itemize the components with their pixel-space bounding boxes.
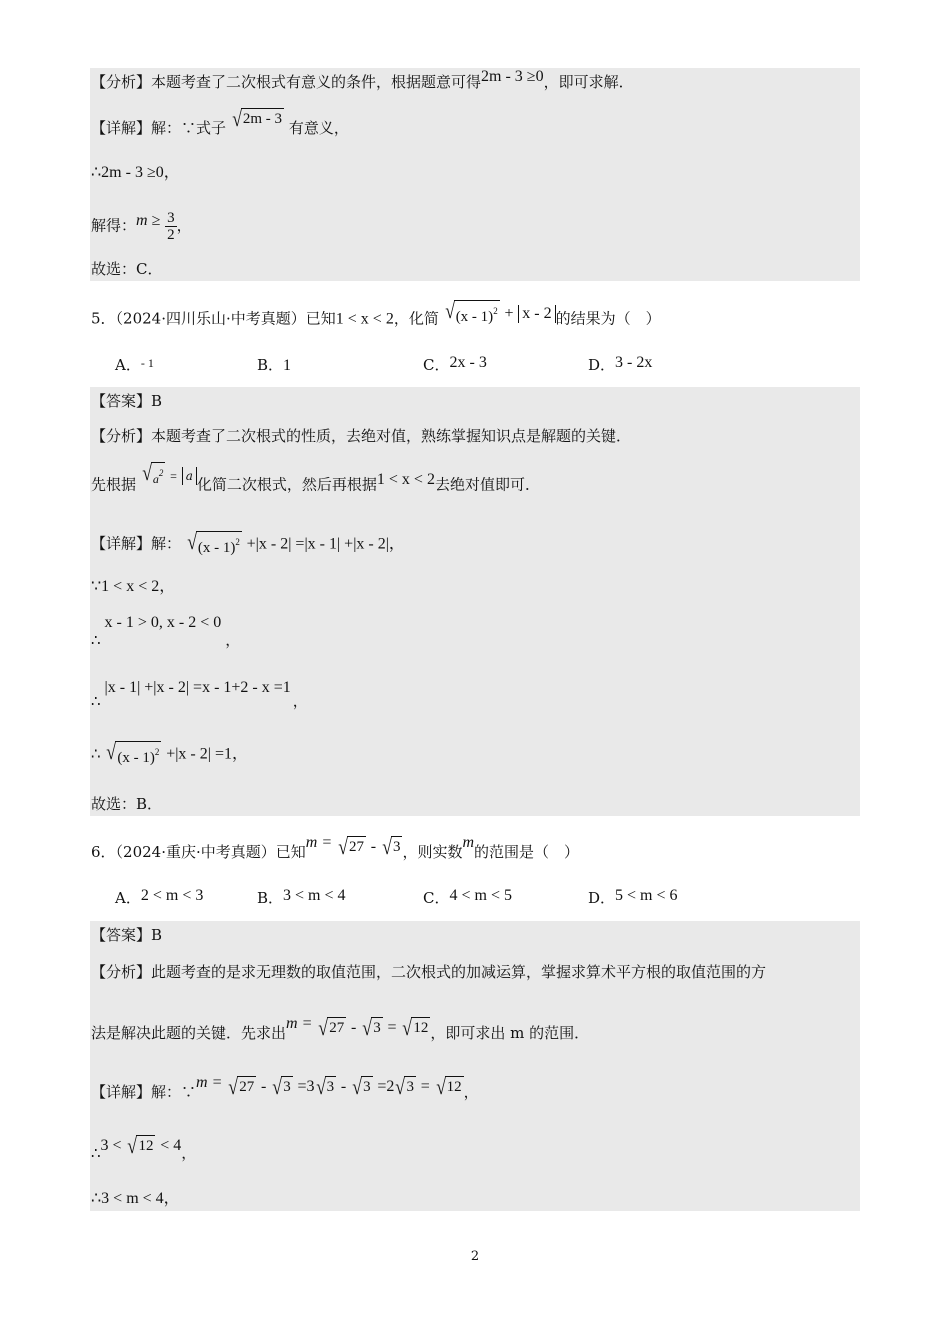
- q6-stem: 6．（2024·重庆·中考真题）已知m = √ 27 - √ 3 ，则实数m的范围是（ ）: [91, 834, 580, 861]
- q5-analysis: 【分析】本题考查了二次根式的性质，去绝对值，熟练掌握知识点是解题的关键．: [91, 427, 632, 445]
- absolute-value: x - 2: [518, 305, 555, 323]
- q5-answer: 【答案】B: [91, 392, 163, 410]
- q6-option-a[interactable]: A．2 < m < 3: [115, 887, 204, 907]
- q4-solution-block: [90, 68, 860, 281]
- sqrt-expression: √ 12: [435, 1074, 462, 1099]
- q6-option-d[interactable]: D．5 < m < 6: [588, 887, 678, 907]
- sqrt-expression: √ 12: [402, 1015, 429, 1040]
- sqrt-expression: √ 12: [127, 1133, 154, 1158]
- sqrt-expression: √ $a^2$: [141, 462, 166, 489]
- sqrt-expression: √ 3: [352, 1074, 371, 1099]
- q5-option-b[interactable]: B．1: [257, 356, 292, 374]
- sqrt-expression: √ 3: [362, 1015, 381, 1040]
- q5-step1: ∵1 < x < 2，: [91, 578, 176, 595]
- q5-detail: 【详解】解： √ (x - 1)$^2$ +|x - 2| =|x - 1| +|x - 2|，: [91, 529, 405, 556]
- q5-step3: ∴|x - 1| +|x - 2| =x - 1+2 - x =1，: [91, 679, 308, 710]
- q5-option-a[interactable]: A．$^{- 1}$: [115, 356, 154, 374]
- sqrt-expression: √ (x - 1)$^2$: [444, 298, 498, 325]
- sqrt-expression: √ (x - 1)$^2$: [187, 529, 240, 556]
- q4-step2: 解得：m ≥ $\frac{3}{2}$ ，: [91, 210, 192, 243]
- q4-detail: 【详解】解：∵式子 √ 2m - 3 有意义，: [91, 106, 349, 137]
- q5-option-d[interactable]: D．3 - 2x: [588, 354, 653, 374]
- q6-analysis-line1: 【分析】此题考查的是求无理数的取值范围，二次根式的加减运算，掌握求算术平方根的取值范围的方: [91, 963, 767, 981]
- sqrt-expression: √ 3: [315, 1074, 335, 1099]
- absolute-value: a: [182, 467, 197, 485]
- fraction: $\frac{3}{2}$: [167, 210, 175, 243]
- q4-analysis: 【分析】本题考查了二次根式有意义的条件，根据题意可得2m - 3 ≥0，即可求解．: [91, 68, 634, 91]
- q6-option-c[interactable]: C．4 < m < 5: [423, 887, 512, 907]
- q5-option-c[interactable]: C．2x - 3: [423, 354, 487, 374]
- q5-step4: ∴ √ (x - 1)$^2$ +|x - 2| =1，: [91, 739, 248, 766]
- q6-answer: 【答案】B: [91, 926, 163, 944]
- q6-step1: ∴3 < √ 12 < 4，: [91, 1133, 197, 1162]
- q5-stem: 5．（2024·四川乐山·中考真题）已知1 < x < 2，化简 √ (x - 1)$^2$ + x - 2 的结果为（ ）: [91, 298, 661, 328]
- sqrt-expression: √ 2m - 3: [232, 106, 283, 131]
- q5-choice: 故选：B．: [91, 795, 163, 813]
- sqrt-expression: √ 27: [338, 834, 364, 859]
- sqrt-expression: √ 27: [228, 1074, 255, 1099]
- q6-option-b[interactable]: B．3 < m < 4: [257, 887, 346, 907]
- sqrt-expression: √ 3: [382, 834, 401, 859]
- q6-step2: ∴3 < m < 4，: [91, 1190, 180, 1207]
- page-number: 2: [470, 1249, 480, 1264]
- sqrt-expression: √ (x - 1)$^2$: [106, 739, 160, 766]
- sqrt-expression: √ 3: [272, 1074, 291, 1099]
- q5-method: 先根据 √ $a^2$ = a 化简二次根式，然后再根据1 < x < 2去绝对值即可．: [91, 460, 540, 494]
- q6-detail: 【详解】解：∵m = √ 27 - √ 3 =3 √ 3 - √ 3 =2 √ 3 = √ 12 ，: [91, 1074, 479, 1101]
- q5-step2: ∴x - 1 > 0, x - 2 < 0，: [91, 614, 241, 649]
- q4-step1: ∴2m - 3 ≥0，: [91, 164, 180, 181]
- sqrt-expression: √ 27: [318, 1015, 345, 1040]
- q6-analysis-line2: 法是解决此题的关键．先求出m = √ 27 - √ 3 = √ 12 ，即可求出 m 的范围．: [91, 1015, 590, 1042]
- q4-choice: 故选：C．: [91, 260, 163, 278]
- sqrt-expression: √ 3: [395, 1074, 414, 1099]
